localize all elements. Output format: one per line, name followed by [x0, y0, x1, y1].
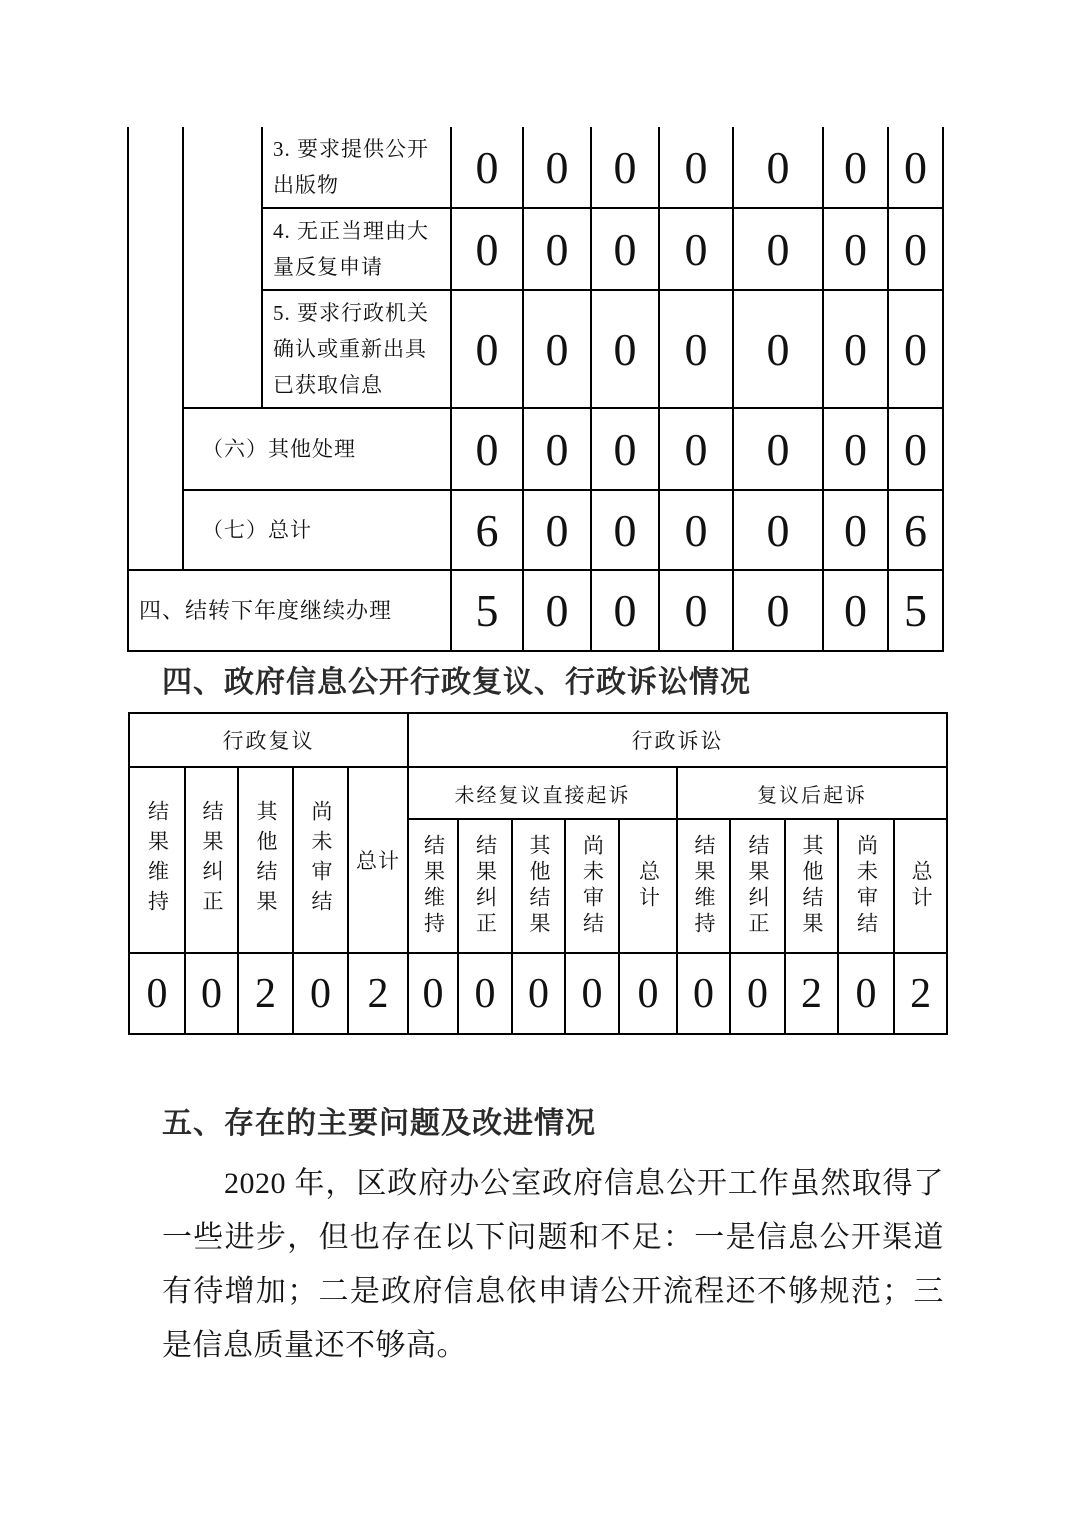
- value-cell: 0: [733, 408, 823, 490]
- value-cell: 5: [451, 570, 523, 651]
- column-header: [238, 767, 293, 953]
- value-cell: 0: [733, 490, 823, 570]
- row-label: 4. 无正当理由大量反复申请: [262, 208, 451, 290]
- value-cell: 0: [129, 953, 185, 1034]
- value-cell: 0: [451, 408, 523, 490]
- value-cell: 0: [823, 570, 888, 651]
- column-header-label: 尚未审结: [854, 834, 879, 938]
- value-cell: 0: [523, 490, 591, 570]
- column-header-total: 总计: [348, 767, 408, 953]
- value-cell: 0: [659, 570, 733, 651]
- value-cell: 0: [659, 208, 733, 290]
- value-cell: 0: [677, 953, 730, 1034]
- column-header-label: 结果纠正: [746, 834, 771, 938]
- value-cell: 0: [730, 953, 785, 1034]
- value-cell: 0: [591, 290, 659, 408]
- value-cell: 0: [591, 490, 659, 570]
- section-heading-review-litigation: 四、政府信息公开行政复议、行政诉讼情况: [162, 666, 751, 699]
- column-header: [293, 767, 348, 953]
- row-label: （七）总计: [183, 490, 451, 570]
- value-cell: 0: [619, 953, 677, 1034]
- subgroup-header-direct-suit: 未经复议直接起诉: [408, 767, 677, 819]
- value-cell: 0: [523, 127, 591, 208]
- value-cell: 0: [733, 208, 823, 290]
- column-header-label: 总计: [909, 860, 934, 912]
- group-header-litigation: 行政诉讼: [408, 713, 947, 767]
- merged-empty-cell: [128, 127, 183, 570]
- application-handling-table: [127, 127, 944, 652]
- value-cell: 0: [733, 127, 823, 208]
- value-cell: 0: [451, 127, 523, 208]
- column-header-label: 其他结果: [800, 834, 825, 938]
- row-label: 四、结转下年度继续办理: [128, 570, 451, 651]
- column-header-label: 其他结果: [254, 800, 278, 920]
- value-cell: 0: [591, 408, 659, 490]
- value-cell: 0: [888, 408, 943, 490]
- column-header: [838, 819, 894, 953]
- row-label: 3. 要求提供公开出版物: [262, 127, 451, 208]
- value-cell: 0: [733, 290, 823, 408]
- value-cell: 0: [591, 570, 659, 651]
- column-header: [408, 819, 458, 953]
- value-cell: 0: [823, 408, 888, 490]
- column-header: [185, 767, 238, 953]
- value-cell: 0: [523, 570, 591, 651]
- value-cell: 2: [894, 953, 947, 1034]
- column-header-label: 尚未审结: [580, 834, 605, 938]
- value-cell: 0: [523, 290, 591, 408]
- table-row: [129, 953, 947, 1034]
- value-cell: 0: [408, 953, 458, 1034]
- column-header-label: 结果纠正: [473, 834, 498, 938]
- value-cell: 0: [659, 290, 733, 408]
- value-cell: 0: [823, 290, 888, 408]
- column-header: [129, 767, 185, 953]
- column-header: [512, 819, 565, 953]
- value-cell: 0: [591, 127, 659, 208]
- column-header-label: 结果维持: [145, 800, 170, 920]
- value-cell: 5: [888, 570, 943, 651]
- column-header-total: [619, 819, 677, 953]
- group-header-review: 行政复议: [129, 713, 408, 767]
- row-label: 5. 要求行政机关确认或重新出具已获取信息: [262, 290, 451, 408]
- column-header-total: [894, 819, 947, 953]
- column-header-label: 总计: [636, 860, 661, 912]
- value-cell: 2: [238, 953, 293, 1034]
- table-row: [128, 490, 943, 570]
- value-cell: 0: [733, 570, 823, 651]
- value-cell: 2: [348, 953, 408, 1034]
- column-header: [677, 819, 730, 953]
- column-header-label: 结果维持: [692, 834, 717, 938]
- table-row: [129, 713, 947, 767]
- value-cell: 0: [185, 953, 238, 1034]
- value-cell: 0: [659, 490, 733, 570]
- subgroup-header-suit-after-review: 复议后起诉: [677, 767, 947, 819]
- value-cell: 0: [888, 290, 943, 408]
- value-cell: 0: [523, 408, 591, 490]
- problems-paragraph: 2020 年，区政府办公室政府信息公开工作虽然取得了一些进步，但也存在以下问题和不足：一是信息公开渠道有待增加；二是政府信息依申请公开流程还不够规范；三是信息质量还不够高。: [162, 1167, 944, 1362]
- value-cell: 0: [659, 127, 733, 208]
- value-cell: 0: [512, 953, 565, 1034]
- value-cell: 0: [823, 490, 888, 570]
- table-row: [128, 408, 943, 490]
- value-cell: 0: [888, 127, 943, 208]
- table-row: [129, 767, 947, 819]
- column-header: [730, 819, 785, 953]
- merged-empty-cell: [183, 127, 262, 408]
- value-cell: 0: [293, 953, 348, 1034]
- value-cell: 0: [451, 290, 523, 408]
- column-header-label: 其他结果: [527, 834, 552, 938]
- value-cell: 0: [451, 208, 523, 290]
- column-header-label: 结果维持: [421, 834, 446, 938]
- review-litigation-table: [128, 712, 948, 1035]
- value-cell: 0: [591, 208, 659, 290]
- column-header: [785, 819, 838, 953]
- section-heading-problems: 五、存在的主要问题及改进情况: [162, 1107, 596, 1140]
- value-cell: 0: [659, 408, 733, 490]
- value-cell: 0: [565, 953, 619, 1034]
- value-cell: 6: [451, 490, 523, 570]
- value-cell: 0: [838, 953, 894, 1034]
- column-header: [565, 819, 619, 953]
- value-cell: 6: [888, 490, 943, 570]
- value-cell: 0: [888, 208, 943, 290]
- column-header-label: 结果纠正: [200, 800, 224, 920]
- value-cell: 0: [523, 208, 591, 290]
- table-row: [128, 570, 943, 651]
- value-cell: 0: [823, 127, 888, 208]
- value-cell: 0: [458, 953, 512, 1034]
- column-header-label: 尚未审结: [309, 800, 333, 920]
- value-cell: 0: [823, 208, 888, 290]
- column-header: [458, 819, 512, 953]
- row-label: （六）其他处理: [183, 408, 451, 490]
- table-row: [128, 127, 943, 208]
- value-cell: 2: [785, 953, 838, 1034]
